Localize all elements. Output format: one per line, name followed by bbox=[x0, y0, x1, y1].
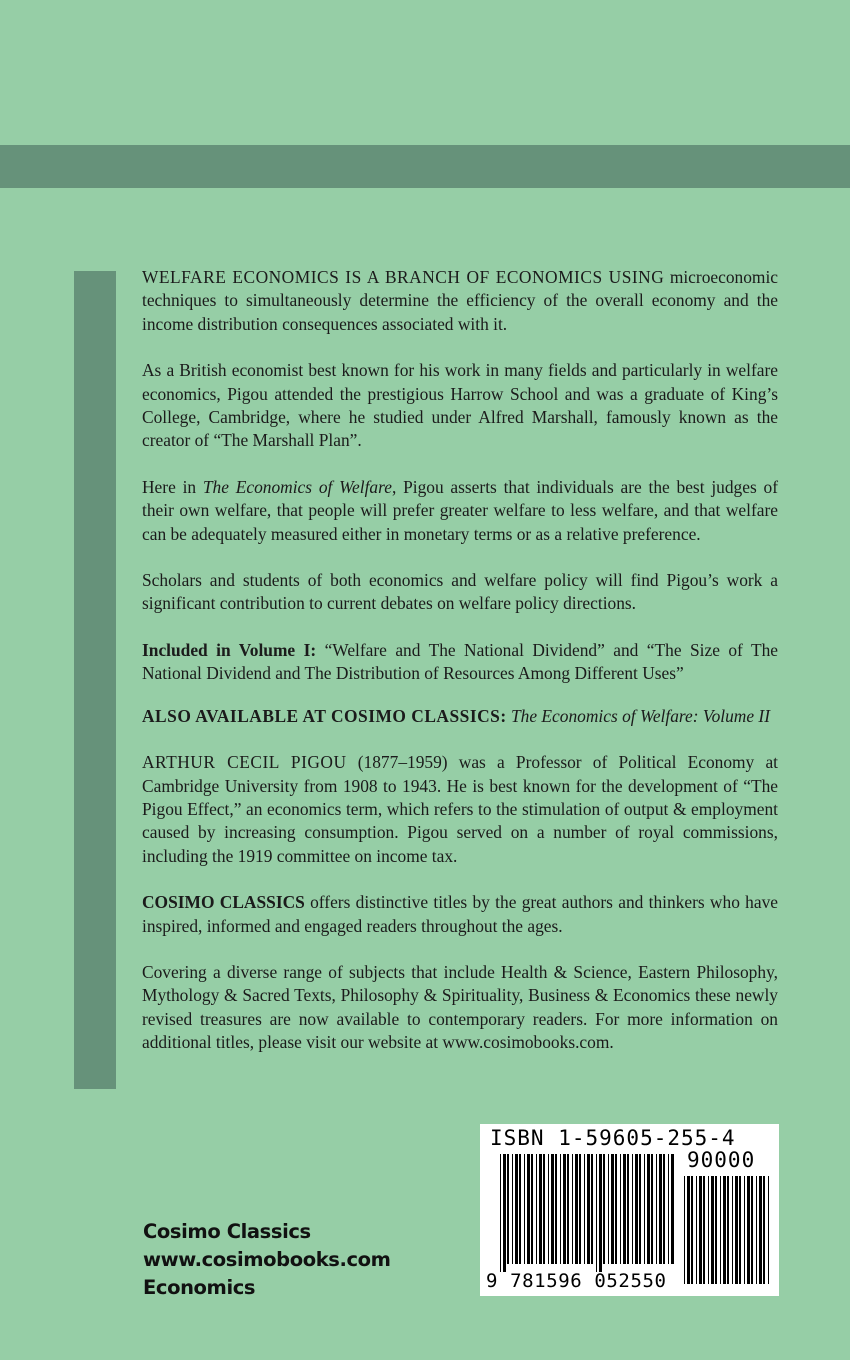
barcode-bar bbox=[591, 1154, 593, 1264]
barcode-bar bbox=[651, 1154, 653, 1264]
barcode-bar bbox=[596, 1154, 597, 1272]
barcode-bar bbox=[715, 1176, 717, 1284]
side-decorative-bar bbox=[74, 271, 116, 1089]
barcode-bar bbox=[627, 1154, 629, 1264]
intro-rest: microeconomic techniques to simultaneously determine the efficiency of the overall economy and the income distribution consequences associated with it. bbox=[142, 267, 778, 334]
publisher-name: Cosimo Classics bbox=[143, 1220, 311, 1243]
barcode-bar bbox=[696, 1176, 697, 1284]
barcode-bar bbox=[747, 1176, 750, 1284]
barcode-bar bbox=[635, 1154, 638, 1264]
barcode-bar bbox=[515, 1154, 518, 1264]
barcode-bar bbox=[639, 1154, 641, 1264]
barcode-bar bbox=[703, 1176, 705, 1284]
publisher-paragraph bbox=[142, 891, 778, 938]
volume-contents: “Welfare and The National Dividend” and “The Size of The National Dividend and The Distribution of Resources Among Different Uses” bbox=[142, 639, 778, 684]
author-paragraph bbox=[142, 751, 778, 868]
barcode-bar bbox=[603, 1154, 605, 1264]
also-available-paragraph bbox=[142, 705, 778, 728]
barcode-bar bbox=[579, 1154, 581, 1264]
barcode-bar bbox=[572, 1154, 573, 1264]
barcode-bar bbox=[527, 1154, 530, 1264]
barcode-bar bbox=[656, 1154, 657, 1264]
barcode-bar bbox=[543, 1154, 545, 1264]
barcode-bar bbox=[587, 1154, 590, 1264]
barcode-bar bbox=[632, 1154, 633, 1264]
barcode-bar bbox=[507, 1154, 509, 1264]
book-summary-paragraph bbox=[142, 476, 778, 546]
barcode-bar bbox=[584, 1154, 585, 1264]
book-category: Economics bbox=[143, 1276, 256, 1299]
audience-paragraph: Scholars and students of both economics and welfare policy will find Pigou’s work a significant contribution to current debates on welfare policy directions. bbox=[142, 570, 778, 614]
barcode-bar bbox=[723, 1176, 726, 1284]
barcode-bar bbox=[611, 1154, 614, 1264]
barcode-bar bbox=[763, 1176, 765, 1284]
barcode-bar bbox=[691, 1176, 693, 1284]
publisher-label: COSIMO CLASSICS bbox=[142, 892, 305, 913]
publisher-block bbox=[143, 1218, 391, 1302]
barcode-bar bbox=[560, 1154, 561, 1264]
barcode-bar bbox=[644, 1154, 645, 1264]
volume-label: Included in Volume I: bbox=[142, 639, 317, 660]
barcode-bar bbox=[555, 1154, 557, 1264]
barcode-bar bbox=[503, 1154, 506, 1272]
barcode-bar bbox=[536, 1154, 537, 1264]
barcode-bar bbox=[751, 1176, 753, 1284]
barcode-bar bbox=[551, 1154, 554, 1264]
barcode-bar bbox=[663, 1154, 665, 1264]
back-cover-text bbox=[142, 266, 778, 1078]
barcode-bar bbox=[500, 1154, 501, 1272]
barcode-bar bbox=[720, 1176, 721, 1284]
subjects-paragraph: Covering a diverse range of subjects that include Health & Science, Eastern Philosophy, Mythology & Sacred Texts, Philosophy & Spirituality, Business & Economics these newly revised treasures are now available to contemporary readers. For more information on additional titles, please visit our website at www.cosimobooks.com. bbox=[142, 961, 778, 1053]
author-name: ARTHUR CECIL PIGOU bbox=[142, 752, 347, 773]
barcode-bar bbox=[623, 1154, 626, 1264]
barcode-bar bbox=[668, 1154, 669, 1264]
book-title-italic: The Economics of Welfare bbox=[202, 476, 392, 497]
barcode-bar bbox=[739, 1176, 741, 1284]
barcode-bar bbox=[539, 1154, 542, 1264]
volume-contents-paragraph bbox=[142, 639, 778, 686]
top-decorative-band bbox=[0, 145, 850, 188]
barcode-bar bbox=[768, 1176, 769, 1284]
barcode-bar bbox=[531, 1154, 533, 1264]
barcode-bar bbox=[512, 1154, 513, 1264]
barcode-bar bbox=[727, 1176, 729, 1284]
publisher-website[interactable]: www.cosimobooks.com bbox=[143, 1248, 391, 1271]
barcode-bar bbox=[519, 1154, 521, 1264]
ean-digits: 9 781596 052550 bbox=[486, 1270, 667, 1292]
barcode-bar bbox=[684, 1176, 685, 1284]
isbn-label: ISBN 1-59605-255-4 bbox=[490, 1126, 736, 1150]
barcode-bar bbox=[575, 1154, 578, 1264]
barcode-bar bbox=[620, 1154, 621, 1264]
barcode-bar bbox=[615, 1154, 617, 1264]
barcode-bar bbox=[647, 1154, 650, 1264]
barcode-bar bbox=[548, 1154, 549, 1264]
barcode-bar bbox=[711, 1176, 714, 1284]
barcode-bar bbox=[699, 1176, 702, 1284]
summary-post: , Pigou asserts that individuals are the best judges of their own welfare, that people will prefer greater welfare to less welfare, and that welfare can be adequately measured either in monetary terms or as a relative preference. bbox=[142, 476, 778, 544]
barcode-bar bbox=[687, 1176, 690, 1284]
barcode-bar bbox=[756, 1176, 757, 1284]
intro-lead-caps: WELFARE ECONOMICS IS A BRANCH OF ECONOMICS USING bbox=[142, 267, 665, 287]
barcode-bar bbox=[732, 1176, 733, 1284]
barcode-bar bbox=[608, 1154, 609, 1264]
summary-pre: Here in bbox=[142, 476, 203, 497]
also-available-title: The Economics of Welfare: Volume II bbox=[510, 705, 771, 726]
barcode-bar bbox=[759, 1176, 762, 1284]
barcode-bar bbox=[567, 1154, 569, 1264]
isbn-barcode bbox=[480, 1124, 779, 1296]
biography-paragraph: As a British economist best known for his work in many fields and particularly in welfare economics, Pigou attended the prestigious Harrow School and was a graduate of King’s College, Cambridge, where he studied under Alfred Marshall, famously known as the creator of “The Marshall Plan”. bbox=[142, 360, 778, 451]
barcode-bar bbox=[671, 1154, 674, 1264]
intro-paragraph bbox=[142, 266, 778, 336]
barcode-bar bbox=[744, 1176, 745, 1284]
publisher-description: offers distinctive titles by the great authors and thinkers who have inspired, informed and engaged readers throughout the ages. bbox=[142, 892, 778, 936]
barcode-bar bbox=[659, 1154, 662, 1264]
barcode-bar bbox=[599, 1154, 602, 1272]
barcode-bar bbox=[735, 1176, 738, 1284]
barcode-bar bbox=[563, 1154, 566, 1264]
author-bio: (1877–1959) was a Professor of Political Economy at Cambridge University from 1908 to 1943. He is best known for the development of “The Pigou Effect,” an economics term, which refers to the stimulation of output & employment caused by increasing consumption. Pigou served on a number of royal commissions, including the 1919 committee on income tax. bbox=[142, 752, 778, 866]
also-available-label: ALSO AVAILABLE AT COSIMO CLASSICS: bbox=[142, 705, 507, 726]
barcode-bar bbox=[708, 1176, 709, 1284]
price-code: 90000 bbox=[687, 1148, 756, 1172]
barcode-bar bbox=[524, 1154, 525, 1264]
